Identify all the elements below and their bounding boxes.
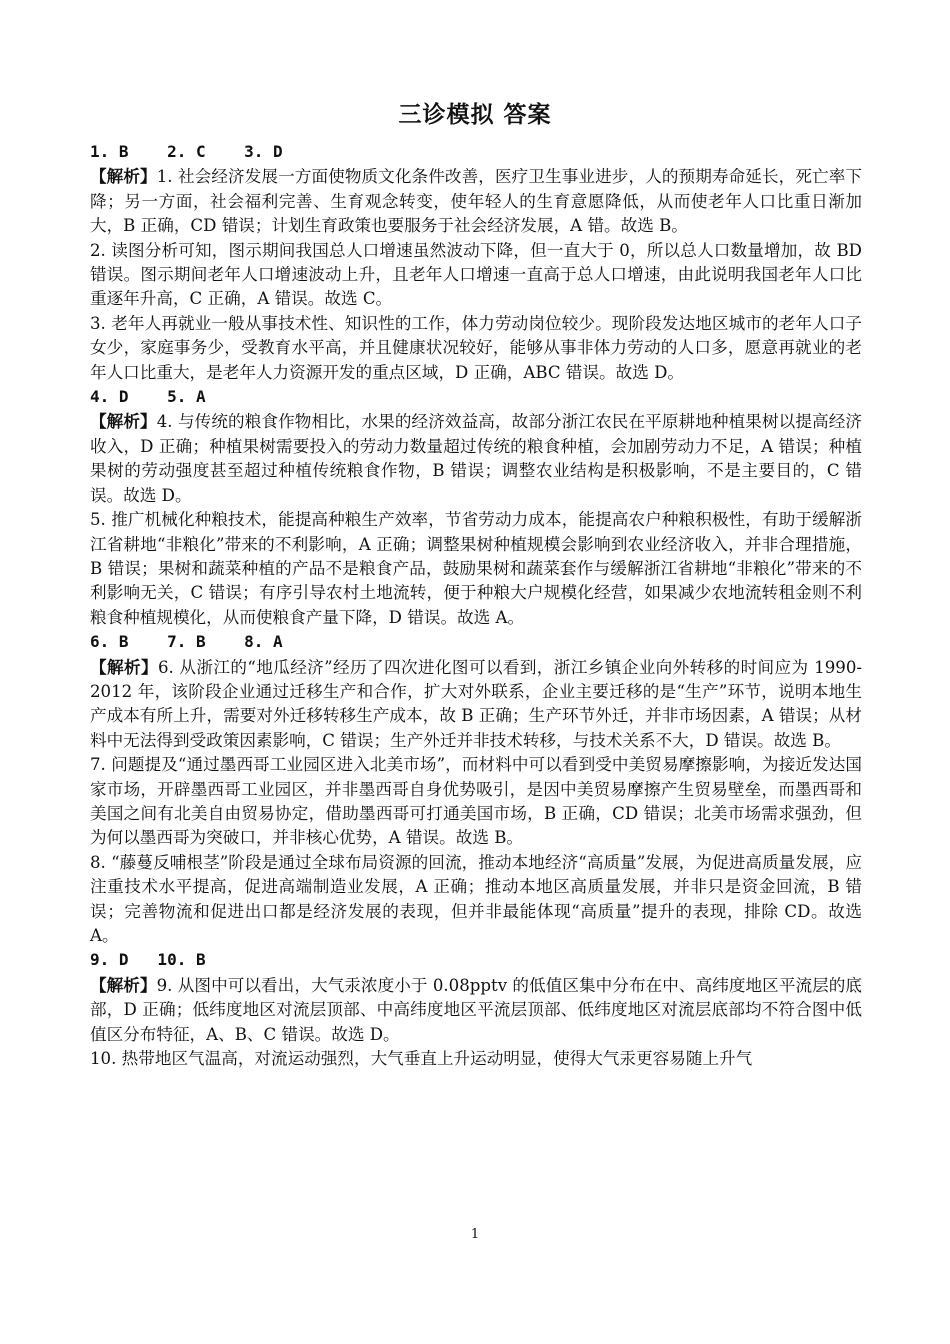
analysis-paragraph (90, 655, 862, 754)
analysis-label: 【解析】 (90, 974, 157, 995)
page-number: 1 (470, 1227, 480, 1242)
analysis-paragraph: 10. 热带地区气温高，对流运动强烈，大气垂直上升运动明显，使得大气汞更容易随上升气 (90, 1049, 753, 1069)
analysis-paragraph: 5. 推广机械化种粮技术，能提高种粮生产效率，节省劳动力成本，能提高农户种粮积极性，有助于缓解浙江省耕地“非粮化”带来的不利影响，A 正确；调整果树种植规模会影响到农业经济收入，并非合理措施，B 错误；果树和蔬菜种植的产品不是粮食产品，鼓励果树和蔬菜套作与缓解浙江省耕地“非粮化”带来的不利影响无关，C 错误；有序引导农村土地流转，便于种粮大户规模化经营，如果减少农地流转租金则不利粮食种植规模化，从而使粮食产量下降，D 错误。故选 A。 (90, 510, 862, 627)
answer-key: 1. B 2. C 3. D (90, 142, 283, 161)
analysis-paragraph: 2. 读图分析可知，图示期间我国总人口增速虽然波动下降，但一直大于 0，所以总人口数量增加，故 BD 错误。图示期间老年人口增速波动上升，且老年人口增速一直高于总人口增速，由此说明我国老年人口比重逐年升高，C 正确，A 错误。故选 C。 (90, 240, 862, 309)
answer-content (90, 140, 862, 1071)
analysis-label: 【解析】 (90, 166, 157, 187)
page-title: 三诊模拟 答案 (398, 102, 552, 128)
analysis-label: 【解析】 (90, 411, 157, 432)
analysis-text: 6. 从浙江的“地瓜经济”经历了四次进化图可以看到，浙江乡镇企业向外转移的时间应为 1990-2012 年，该阶段企业通过迁移生产和合作，扩大对外联系，企业主要迁移的是“生产”环节，说明本地生产成本有所上升，需要对外迁移转移生产成本，故 B 正确；生产环节外迁，并非市场因素，A 错误；从材料中无法得到受政策因素影响，C 错误；生产外迁并非技术转移，与技术关系不大，D 错误。故选 B。 (90, 657, 863, 750)
answer-line (90, 385, 862, 409)
analysis-paragraph (90, 164, 862, 238)
answer-line (90, 948, 862, 972)
analysis-paragraph: 3. 老年人再就业一般从事技术性、知识性的工作，体力劳动岗位较少。现阶段发达地区城市的老年人口子女少，家庭事务少，受教育水平高，并且健康状况较好，能够从事非体力劳动的人口多，愿意再就业的老年人口比重大，是老年人力资源开发的重点区域，D 正确，ABC 错误。故选 D。 (90, 313, 862, 382)
answer-key: 6. B 7. B 8. A (90, 632, 283, 652)
analysis-paragraph: 7. 问题提及“通过墨西哥工业园区进入北美市场”，而材料中可以看到受中美贸易摩擦影响，为接近发达国家市场，开辟墨西哥工业园区，并非墨西哥自身优势吸引，是因中美贸易摩擦产生贸易壁垒，而墨西哥和美国之间有北美自由贸易协定，借助墨西哥可打通美国市场，B 正确，CD 错误；北美市场需求强劲，但为何以墨西哥为突破口，并非核心优势，A 错误。故选 B。 (90, 755, 862, 848)
answer-line (90, 140, 862, 164)
analysis-text: 9. 从图中可以看出，大气汞浓度小于 0.08pptv 的低值区集中分布在中、高纬度地区平流层的底部，D 正确；低纬度地区对流层顶部、中高纬度地区平流层顶部、低纬度地区对流层底部均不符合图中低值区分布特征，A、B、C 错误。故选 D。 (90, 975, 863, 1044)
answer-key: 9. D 10. B (90, 950, 206, 970)
answer-key: 4. D 5. A (90, 387, 206, 407)
analysis-label: 【解析】 (90, 656, 158, 677)
analysis-text: 1. 社会经济发展一方面使物质文化条件改善，医疗卫生事业进步，人的预期寿命延长，死亡率下降；另一方面，社会福利完善、生育观念转变，使年轻人的生育意愿降低，从而使老年人口比重日渐加大，B 正确，CD 错误；计划生育政策也要服务于社会经济发展，A 错。故选 B。 (90, 167, 862, 236)
analysis-paragraph (90, 409, 862, 508)
analysis-paragraph: 8. “藤蔓反哺根茎”阶段是通过全球布局资源的回流，推动本地经济“高质量”发展，为促进高质量发展，应注重技术水平提高，促进高端制造业发展，A 正确；推动本地区高质量发展，并非只是资金回流，B 错误；完善物流和促进出口都是经济发展的表现，但并非最能体现“高质量”提升的表现，排除 CD。故选 A。 (90, 852, 862, 945)
answer-line (90, 630, 862, 654)
analysis-text: 4. 与传统的粮食作物相比，水果的经济效益高，故部分浙江农民在平原耕地种植果树以提高经济收入，D 正确；种植果树需要投入的劳动力数量超过传统的粮食种植，会加剧劳动力不足，A 错误；种植果树的劳动强度甚至超过种植传统粮食作物，B 错误；调整农业结构是积极影响，不是主要目的，C 错误。故选 D。 (90, 412, 862, 505)
analysis-paragraph (90, 973, 862, 1047)
